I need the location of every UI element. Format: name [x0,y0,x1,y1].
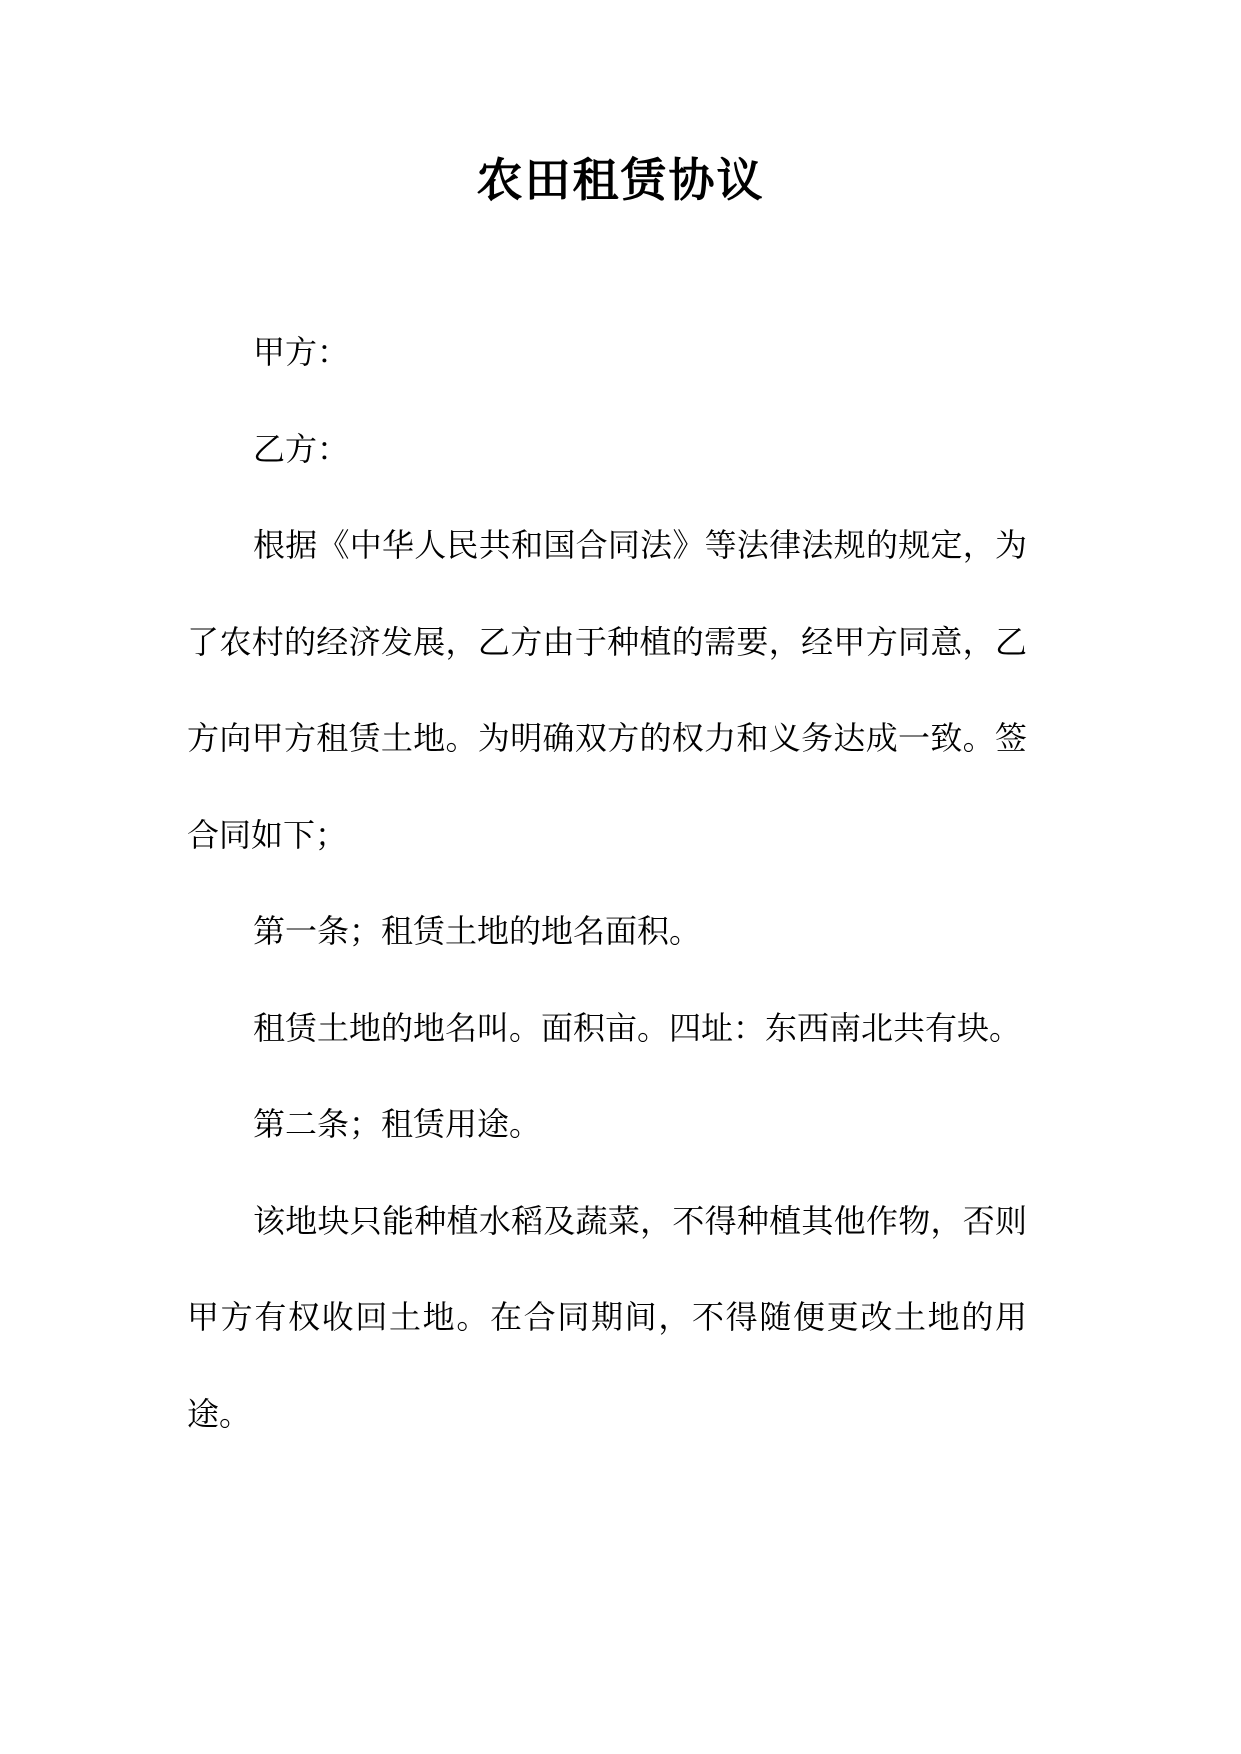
article-1-paragraph: 租赁土地的地名叫。面积亩。四址：东西南北共有块。 [253,1008,1022,1047]
article-2-paragraph: 该地块只能种植水稻及蔬菜，不得种植其他作物，否则甲方有权收回土地。在合同期间，不得随便更改土地的用途。 [187,1201,1027,1433]
preamble-paragraph: 根据《中华人民共和国合同法》等法律法规的规定，为了农村的经济发展，乙方由于种植的需要，经甲方同意，乙方向甲方租赁土地。为明确双方的权力和义务达成一致。签合同如下； [187,526,1027,854]
party-a-line: 甲方： [253,333,350,371]
article-2-heading: 第二条；租赁用途。 [253,1105,542,1143]
document-title: 农田租赁协议 [476,153,765,207]
article-1-heading: 第一条；租赁土地的地名面积。 [253,912,702,950]
document-body [187,304,1027,1462]
party-b-line: 乙方： [253,429,350,468]
